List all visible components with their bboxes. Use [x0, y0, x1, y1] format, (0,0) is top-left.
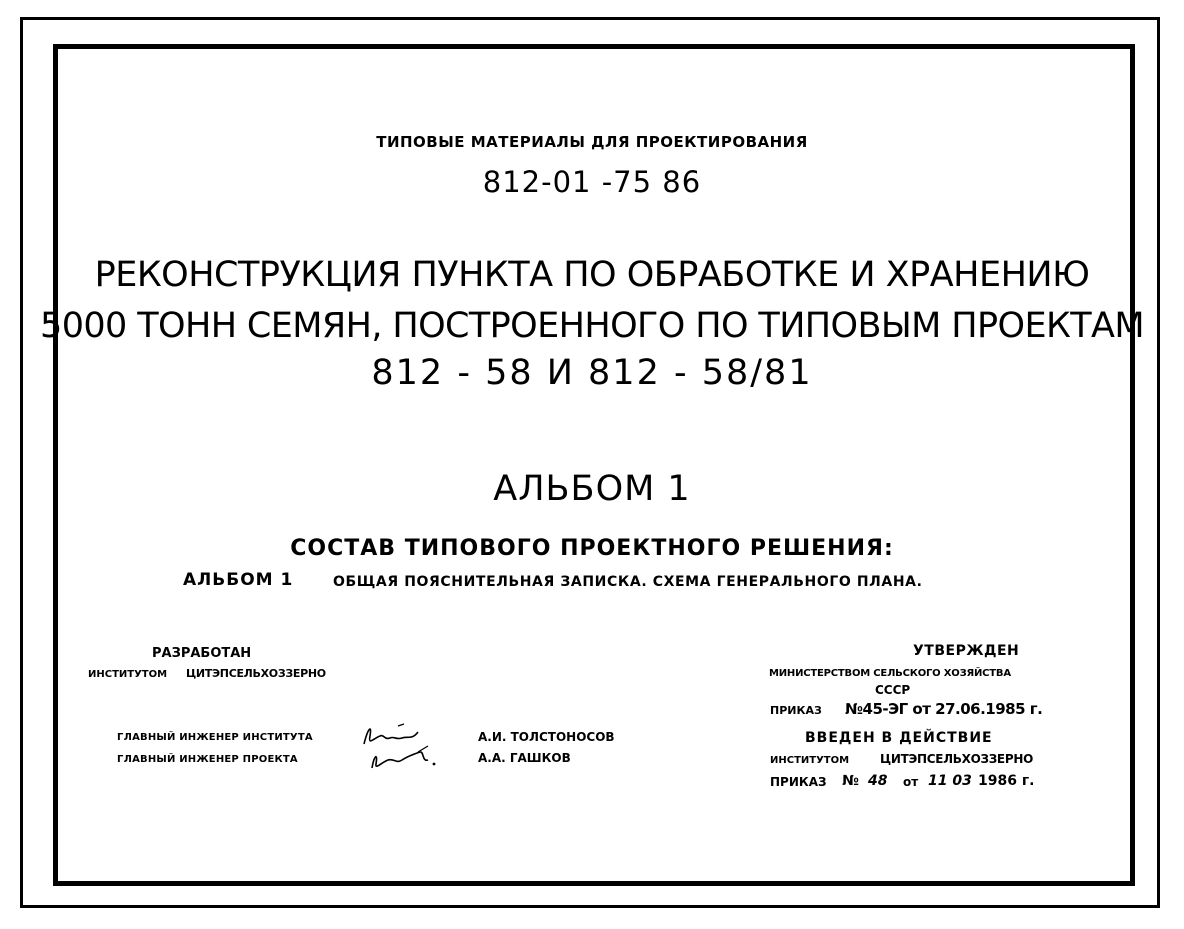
series-title: ТИПОВЫЕ МАТЕРИАЛЫ ДЛЯ ПРОЕКТИРОВАНИЯ — [376, 133, 808, 151]
approved-order-value: №45-ЭГ от 27.06.1985 г. — [845, 700, 1043, 718]
enact-institute-name: ЦИТЭПСЕЛЬХОЗЗЕРНО — [880, 752, 1033, 766]
order2-from: от — [903, 775, 919, 789]
enact-institute-label: ИНСТИТУТОМ — [770, 755, 850, 766]
name-2: А.А. ГАШКОВ — [478, 751, 571, 765]
chief-engineer-institute: ГЛАВНЫЙ ИНЖЕНЕР ИНСТИТУТА — [117, 732, 313, 743]
developed-heading: РАЗРАБОТАН — [152, 646, 252, 661]
approved-ministry: МИНИСТЕРСТВОМ СЕЛЬСКОГО ХОЗЯЙСТВА — [769, 668, 1011, 679]
composition-album-desc: ОБЩАЯ ПОЯСНИТЕЛЬНАЯ ЗАПИСКА. СХЕМА ГЕНЕРАЛЬНОГО ПЛАНА. — [333, 574, 923, 590]
album-label: АЛЬБОМ 1 — [493, 469, 691, 509]
name-1: А.И. ТОЛСТОНОСОВ — [478, 730, 615, 744]
approved-heading: УТВЕРЖДЕН — [913, 643, 1020, 659]
title-line-1: РЕКОНСТРУКЦИЯ ПУНКТА ПО ОБРАБОТКЕ И ХРАНЕНИЮ — [94, 255, 1090, 295]
composition-heading: СОСТАВ ТИПОВОГО ПРОЕКТНОГО РЕШЕНИЯ: — [290, 536, 894, 561]
order2-date: 11 03 — [928, 773, 972, 789]
developed-institute-label: ИНСТИТУТОМ — [88, 669, 168, 680]
series-number: 812-01 -75 86 — [482, 165, 702, 199]
developed-institute-name: ЦИТЭПСЕЛЬХОЗЗЕРНО — [186, 667, 326, 680]
chief-engineer-project: ГЛАВНЫЙ ИНЖЕНЕР ПРОЕКТА — [117, 754, 298, 765]
order2-number-label: № — [842, 773, 859, 789]
title-line-2: 5000 ТОНН СЕМЯН, ПОСТРОЕННОГО ПО ТИПОВЫМ ПРОЕКТАМ — [40, 306, 1144, 346]
approved-order-label: ПРИКАЗ — [770, 704, 822, 717]
signatures-image — [358, 718, 458, 776]
order2-label: ПРИКАЗ — [770, 775, 827, 789]
enacted-heading: ВВЕДЕН В ДЕЙСТВИЕ — [805, 730, 993, 746]
approved-country: СССР — [875, 683, 911, 697]
order2-number: 48 — [868, 773, 888, 789]
order2-year: 1986 г. — [978, 773, 1035, 789]
composition-album-name: АЛЬБОМ 1 — [183, 570, 294, 590]
title-line-3: 812 - 58 И 812 - 58/81 — [371, 353, 813, 393]
